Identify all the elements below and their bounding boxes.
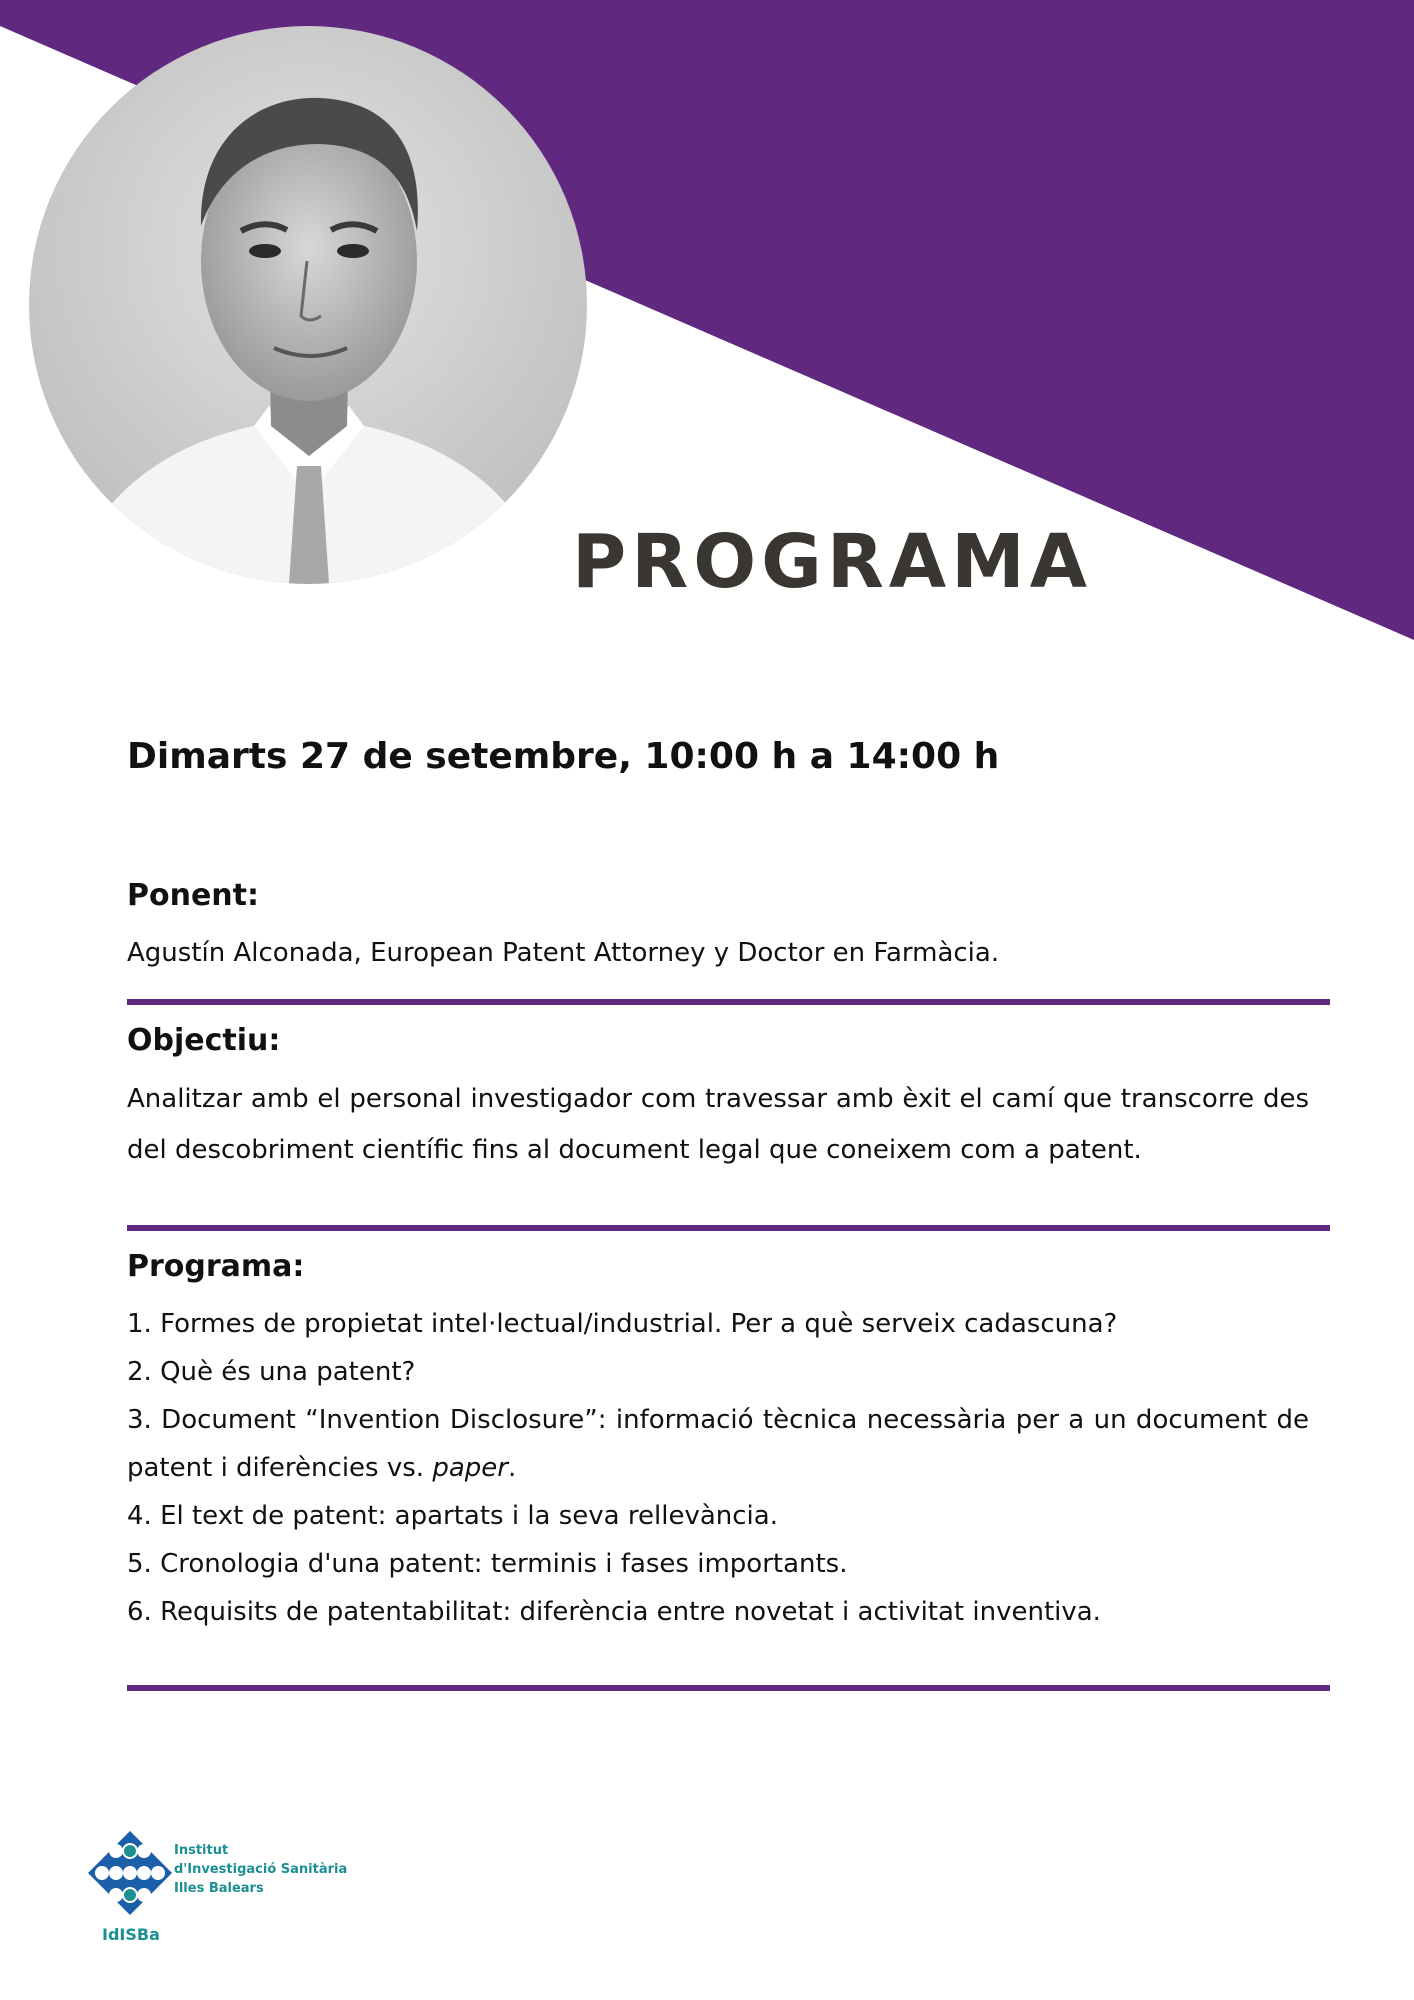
list-item: 4. El text de patent: apartats i la seva rellevància. — [127, 1501, 778, 1531]
list-item-italic: paper — [432, 1453, 508, 1483]
idisba-logo — [86, 1829, 356, 1949]
divider-line — [127, 1225, 1330, 1231]
list-item — [127, 1396, 1309, 1492]
idisba-logo-mark-icon — [86, 1829, 174, 1917]
speaker-photo — [29, 26, 587, 584]
logo-text — [174, 1841, 347, 1898]
program-list — [127, 1300, 1309, 1636]
list-item-text: 3. Document “Invention Disclosure”: informació tècnica necessària per a un document de patent i diferències vs. — [127, 1405, 1309, 1483]
list-item: 2. Què és una patent? — [127, 1357, 416, 1387]
objective-text: Analitzar amb el personal investigador com travessar amb èxit el camí que transcorre des del descobriment científic fins al document legal que coneixem com a patent. — [127, 1084, 1309, 1165]
page-title: PROGRAMA — [572, 519, 1093, 605]
divider-line — [127, 999, 1330, 1005]
logo-abbreviation: IdISBa — [102, 1925, 160, 1944]
speaker-portrait-image — [29, 26, 587, 584]
logo-line-2: d'Investigació Sanitària — [174, 1862, 348, 1877]
list-item: 6. Requisits de patentabilitat: diferència entre novetat i activitat inventiva. — [127, 1597, 1101, 1627]
list-item-end: . — [507, 1453, 517, 1483]
objective-heading: Objectiu: — [127, 1023, 281, 1058]
event-date-time: Dimarts 27 de setembre, 10:00 h a 14:00 h — [127, 736, 1000, 777]
logo-line-3: Illes Balears — [174, 1881, 264, 1896]
speaker-heading: Ponent: — [127, 878, 259, 913]
list-item: 5. Cronologia d'una patent: terminis i fases importants. — [127, 1549, 848, 1579]
program-heading: Programa: — [127, 1249, 305, 1284]
logo-line-1: Institut — [174, 1843, 229, 1858]
list-item: 1. Formes de propietat intel·lectual/industrial. Per a què serveix cadascuna? — [127, 1309, 1118, 1339]
speaker-text: Agustín Alconada, European Patent Attorney y Doctor en Farmàcia. — [127, 938, 1000, 968]
divider-line — [127, 1685, 1330, 1691]
